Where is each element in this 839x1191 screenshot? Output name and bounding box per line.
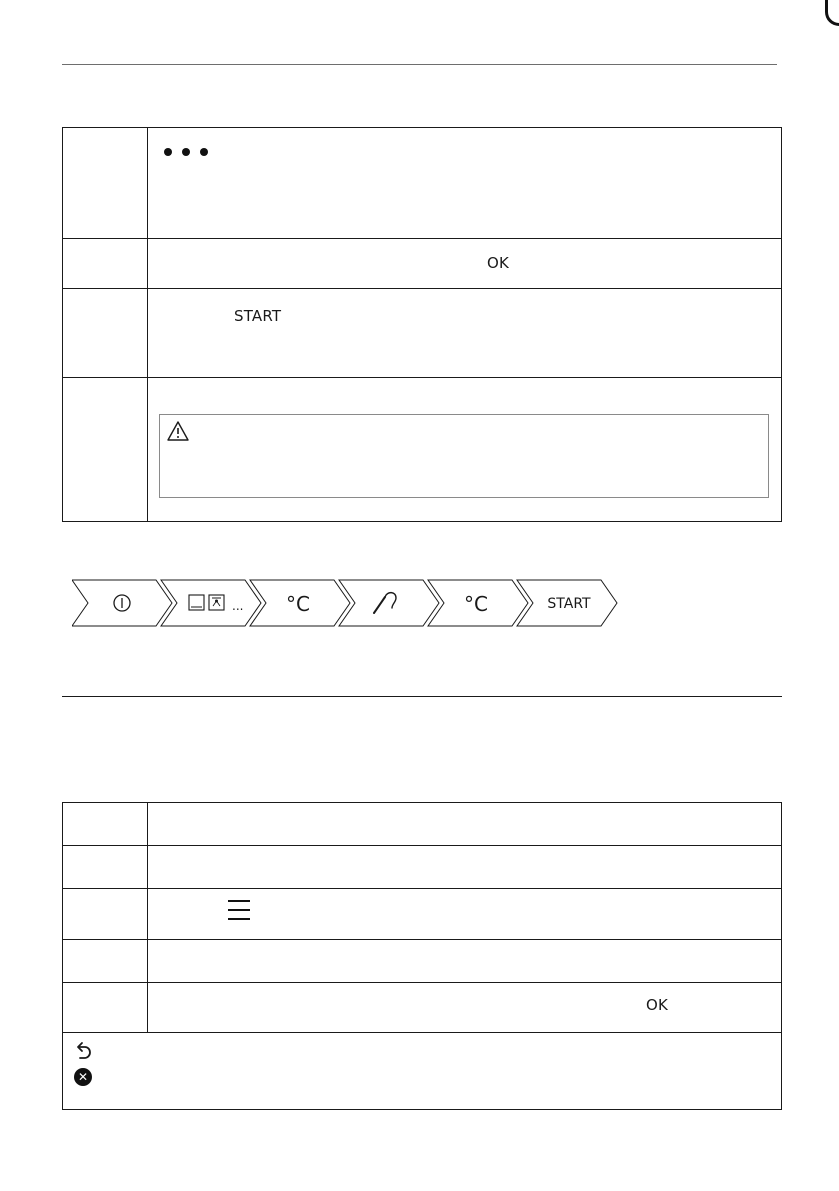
step-number-cell <box>63 128 148 239</box>
sequence-step-power <box>72 580 172 626</box>
step-number-cell <box>63 289 148 378</box>
section-rule <box>62 696 782 697</box>
step-number-cell <box>63 239 148 289</box>
steps-table-2 <box>62 802 782 1033</box>
page-edge-tab <box>825 0 839 26</box>
step-description-cell <box>148 846 782 889</box>
table-row <box>63 289 782 378</box>
step-description-cell <box>148 889 782 940</box>
step-description-cell <box>148 239 782 289</box>
step-number-cell <box>63 889 148 940</box>
operation-sequence <box>72 579 622 627</box>
top-rule <box>62 64 777 65</box>
step-description-cell <box>148 289 782 378</box>
cancel-icon: ✕ <box>74 1068 92 1086</box>
table-row <box>63 940 782 983</box>
step-description-cell <box>148 128 782 239</box>
step-description-cell <box>148 983 782 1033</box>
table-row <box>63 983 782 1033</box>
sequence-step-food-sensor <box>339 580 439 626</box>
step-number-cell <box>63 940 148 983</box>
table-row <box>63 889 782 940</box>
step-description-cell <box>148 378 782 522</box>
more-modes-ellipsis: ... <box>232 599 244 613</box>
step-number-cell <box>63 983 148 1033</box>
undo-icon <box>74 1041 92 1061</box>
table-row <box>63 846 782 889</box>
warning-box <box>159 414 769 498</box>
table-row <box>63 378 782 522</box>
start-label: START <box>547 596 591 612</box>
step-number-cell <box>63 846 148 889</box>
temperature-icon: °C <box>464 592 488 616</box>
table-row <box>63 128 782 239</box>
table-row <box>63 803 782 846</box>
temperature-icon: °C <box>286 592 310 616</box>
notes-box <box>62 1032 782 1110</box>
step-number-cell <box>63 803 148 846</box>
start-key-label: START <box>234 307 282 325</box>
steps-table-1 <box>62 127 782 522</box>
ok-key-label: OK <box>487 254 510 272</box>
step-number-cell <box>63 378 148 522</box>
sequence-step-start <box>517 580 617 626</box>
step-description-cell <box>148 940 782 983</box>
three-dots-icon <box>164 148 208 156</box>
sequence-step-core-temperature <box>428 580 528 626</box>
step-description-cell <box>148 803 782 846</box>
sequence-step-heating-function <box>161 580 261 626</box>
warning-triangle-icon <box>166 420 190 442</box>
menu-icon <box>228 900 250 927</box>
table-row <box>63 239 782 289</box>
ok-key-label: OK <box>646 996 669 1014</box>
sequence-step-temperature <box>250 580 350 626</box>
